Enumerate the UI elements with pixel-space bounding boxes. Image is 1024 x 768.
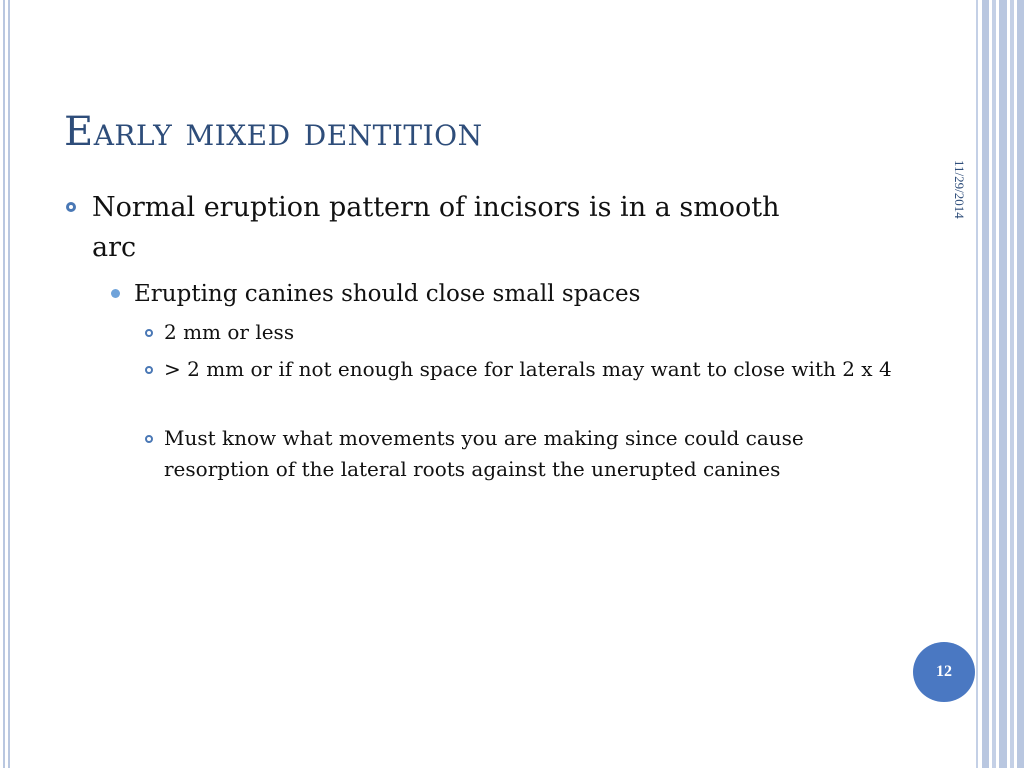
right-border-stripe-6 — [1017, 0, 1024, 768]
level2-bullet-icon — [111, 289, 120, 298]
page-number: 12 — [936, 663, 952, 680]
bullet-level3-item: 2 mm or less — [164, 320, 295, 344]
right-border-stripe-5 — [1010, 0, 1014, 768]
bullet-level2: Erupting canines should close small spaces — [134, 281, 641, 307]
level3-bullet-icon — [145, 366, 153, 374]
right-border-stripe-1 — [976, 0, 978, 768]
bullet-level3-item: Must know what movements you are making since could cause resorption of the lateral roots against the unerupted canines — [164, 426, 804, 481]
slide-date: 11/29/2014 — [952, 160, 967, 219]
right-border-stripe-2 — [982, 0, 989, 768]
bullet-level3-item: > 2 mm or if not enough space for laterals may want to close with 2 x 4 — [164, 357, 892, 381]
level3-bullet-icon — [145, 329, 153, 337]
page-number-badge — [913, 642, 975, 702]
level3-bullet-icon — [145, 435, 153, 443]
right-border-stripe-3 — [992, 0, 996, 768]
slide-title: Early mixed dentition — [64, 109, 483, 155]
bullet-level1: Normal eruption pattern of incisors is in a smooth arc — [92, 192, 780, 263]
level1-bullet-icon — [66, 202, 76, 212]
right-border-stripe-4 — [999, 0, 1007, 768]
